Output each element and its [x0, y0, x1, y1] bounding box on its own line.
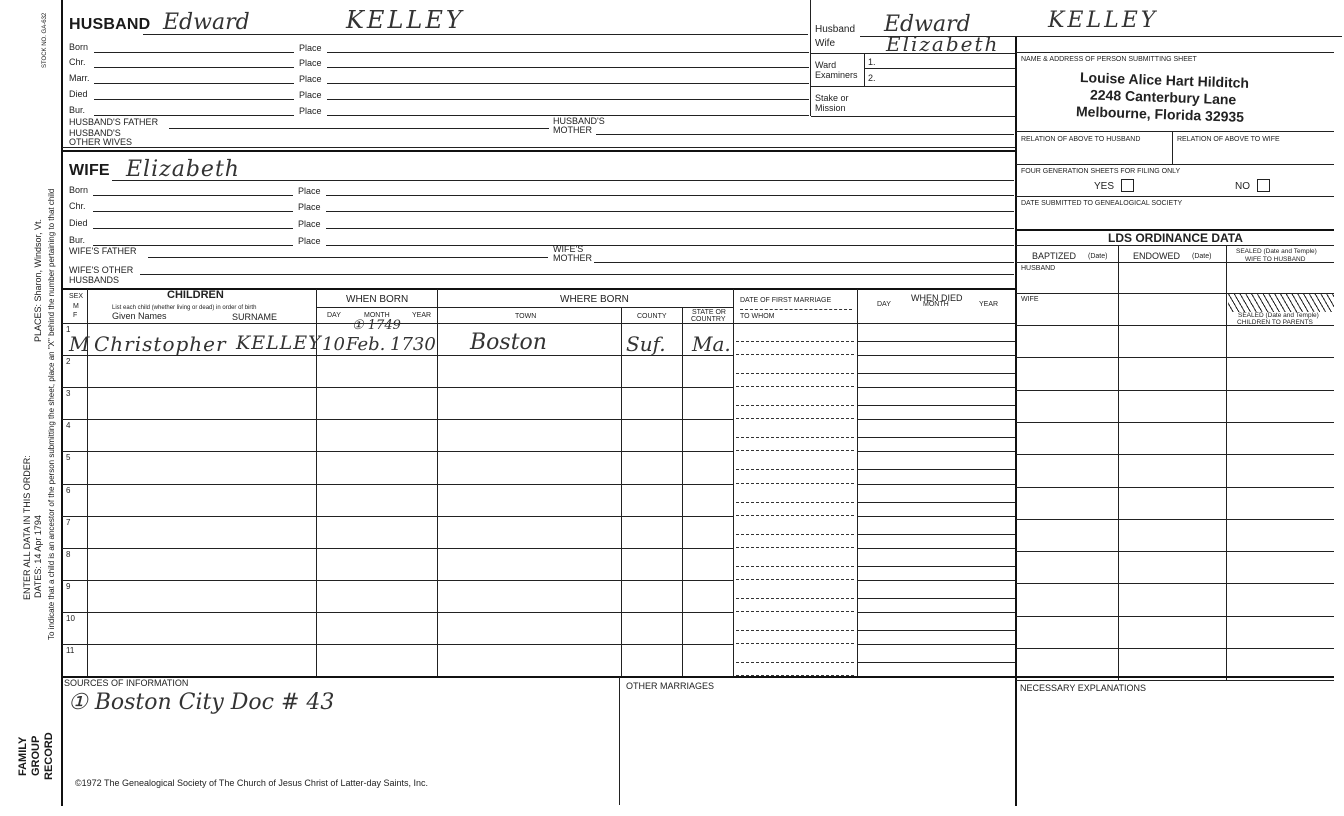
lds-husband-label: HUSBAND — [1021, 265, 1056, 272]
children-note: List each child (whether living or dead) in order of birth — [112, 305, 257, 311]
husband-row-label: Born — [69, 42, 89, 52]
copyright-notice: ©1972 The Genealogical Society of The Church of Jesus Christ of Latter-day Saints, Inc. — [75, 778, 428, 788]
child1-born-month: Feb. — [346, 334, 386, 355]
lds-child-rule — [1016, 680, 1334, 681]
child-row-number: 11 — [66, 646, 75, 655]
husband-place-label: Place — [299, 58, 322, 68]
source-entry-1: ① Boston City Doc # 43 — [68, 690, 335, 715]
footer-divider — [619, 677, 620, 805]
child-died-line — [857, 341, 1015, 342]
given-names-label: Given Names — [112, 311, 167, 321]
four-gen-label: FOUR GENERATION SHEETS FOR FILING ONLY — [1021, 168, 1181, 175]
date-submitted-top-rule — [1016, 196, 1334, 197]
child1-born-year: 1730 — [390, 334, 436, 355]
no-checkbox[interactable] — [1257, 179, 1270, 192]
wife-place-line — [326, 195, 1014, 196]
husband-given-name: Edward — [163, 10, 250, 35]
lds-child-rule — [1016, 390, 1334, 391]
lds-col-divider-1 — [1118, 245, 1119, 680]
form-title-line1: FAMILY — [17, 736, 29, 776]
header-box-divider — [810, 0, 811, 116]
child-row-number: 2 — [66, 357, 71, 366]
header-wife-given: Elizabeth — [886, 32, 1000, 56]
four-gen-top-rule — [1016, 164, 1334, 165]
husband-father-line — [169, 128, 549, 129]
where-born-label: WHERE BORN — [560, 294, 629, 305]
submitter-top-rule — [1016, 52, 1334, 53]
child1-county: Suf. — [626, 332, 666, 356]
wife-mother-label-1: WIFE'S — [553, 244, 584, 254]
child-row-number: 1 — [66, 325, 71, 334]
child-died-line — [857, 373, 1015, 374]
other-marriages-label: OTHER MARRIAGES — [626, 681, 715, 691]
child-row-rule-died — [857, 644, 1015, 645]
wife-place-label: Place — [298, 186, 321, 196]
child-row-rule-died — [857, 580, 1015, 581]
husband-place-label: Place — [299, 43, 322, 53]
lds-child-rule — [1016, 357, 1334, 358]
yes-checkbox[interactable] — [1121, 179, 1134, 192]
child-to-whom-dash — [736, 515, 854, 516]
date-submitted-label: DATE SUBMITTED TO GENEALOGICAL SOCIETY — [1021, 200, 1183, 207]
child1-born-day: 10 — [322, 334, 345, 355]
lds-child-rule — [1016, 583, 1334, 584]
husband-date-line — [94, 52, 294, 53]
col-town-right — [621, 308, 622, 676]
child-row-rule — [62, 451, 734, 452]
lds-child-rule — [1016, 616, 1334, 617]
examiner-1-line — [864, 68, 1015, 69]
husband-row-label: Bur. — [69, 105, 86, 115]
wife-date-line — [93, 211, 293, 212]
child-died-line — [857, 469, 1015, 470]
form-title-line2: GROUP — [30, 735, 42, 776]
wife-place-line — [326, 228, 1014, 229]
wife-date-line — [93, 195, 293, 196]
died-month-label: MONTH — [923, 301, 949, 308]
child1-born-note: ① 1749 — [352, 318, 401, 333]
child-died-line — [857, 405, 1015, 406]
first-marriage-dash — [740, 309, 852, 310]
wife-mother-line — [594, 262, 1014, 263]
submitter-name: Louise Alice Hart Hilditch — [1079, 69, 1250, 91]
husband-date-line — [94, 83, 294, 84]
child-row-rule-died — [857, 612, 1015, 613]
born-year-label: YEAR — [412, 312, 432, 319]
husband-other-wives-label-2: OTHER WIVES — [69, 137, 133, 147]
lds-child-rule — [1016, 519, 1334, 520]
wife-top-rule — [62, 150, 1015, 152]
husband-mother-line — [596, 134, 1014, 135]
baptized-date-tag: (Date) — [1088, 253, 1108, 260]
husband-father-label: HUSBAND'S FATHER — [69, 117, 159, 127]
children-title: CHILDREN — [167, 289, 224, 301]
yes-label: YES — [1094, 181, 1115, 192]
col-state-right — [733, 289, 734, 676]
child-to-whom-dash — [736, 611, 854, 612]
when-born-label: WHEN BORN — [346, 294, 409, 305]
enter-all-note: ENTER ALL DATA IN THIS ORDER: — [22, 455, 32, 600]
husband-row-label: Died — [69, 89, 88, 99]
lds-header-rule — [1016, 262, 1334, 263]
lds-child-rule — [1016, 648, 1334, 649]
lds-title: LDS ORDINANCE DATA — [1108, 231, 1243, 245]
child-row-rule — [62, 612, 734, 613]
husband-place-line — [327, 83, 809, 84]
child-marriage-dash — [736, 341, 854, 342]
husband-place-label: Place — [299, 90, 322, 100]
wife-place-line — [326, 211, 1014, 212]
child-marriage-dash — [736, 566, 854, 567]
mission-label: Mission — [815, 103, 846, 113]
child-row-rule-died — [857, 419, 1015, 420]
sex-m-label: M — [73, 303, 79, 310]
lds-title-rule — [1016, 245, 1334, 246]
husband-heading: HUSBAND — [69, 16, 151, 33]
husband-date-line — [94, 99, 294, 100]
relation-top-rule — [1016, 131, 1334, 132]
wife-other-husbands-label-1: WIFE'S OTHER — [69, 265, 134, 275]
wife-place-line — [326, 245, 1014, 246]
child-marriage-dash — [736, 437, 854, 438]
child-to-whom-dash — [736, 643, 854, 644]
submitter-city: Melbourne, Florida 32935 — [1075, 103, 1245, 125]
sealed-children-label-1: SEALED (Date and Temple) — [1238, 312, 1319, 319]
sealed-children-label-2: CHILDREN TO PARENTS — [1237, 319, 1313, 326]
town-label: TOWN — [515, 313, 537, 320]
examiners-divider — [864, 54, 865, 86]
wife-place-label: Place — [298, 202, 321, 212]
form-title-line3: RECORD — [43, 732, 55, 780]
child1-town: Boston — [470, 330, 547, 355]
child1-surname: KELLEY — [236, 332, 322, 354]
examiners-bottom-line — [811, 86, 1015, 87]
other-wives-line — [62, 147, 1015, 148]
child-row-number: 8 — [66, 550, 71, 559]
explanations-label: NECESSARY EXPLANATIONS — [1020, 683, 1147, 693]
husband-mother-label-1: HUSBAND'S — [553, 116, 605, 126]
child-to-whom-dash — [736, 386, 854, 387]
child1-sex: M — [69, 332, 90, 356]
places-note: PLACES: Sharon, Windsor, Vt. — [33, 218, 43, 342]
header-wife-line — [811, 53, 1015, 54]
child-to-whom-dash — [736, 354, 854, 355]
wife-other-husbands-label-2: HUSBANDS — [69, 275, 120, 285]
child1-given-name: Christopher — [94, 332, 227, 356]
wife-father-line — [148, 257, 548, 258]
lds-child-rule — [1016, 487, 1334, 488]
child-died-line — [857, 630, 1015, 631]
when-died-label: WHEN DIED — [911, 293, 963, 303]
baptized-label: BAPTIZED — [1032, 251, 1077, 261]
examiners-label: Examiners — [815, 70, 858, 80]
table-header-bottom-rule — [62, 323, 1015, 324]
child-row-rule — [62, 580, 734, 581]
sex-f-label: F — [73, 312, 78, 319]
child-died-line — [857, 437, 1015, 438]
other-husbands-line — [140, 274, 1014, 275]
child-marriage-dash — [736, 405, 854, 406]
child-died-line — [857, 662, 1015, 663]
wife-heading: WIFE — [69, 162, 110, 179]
relation-husband-label: RELATION OF ABOVE TO HUSBAND — [1021, 136, 1141, 143]
husband-place-line — [327, 99, 809, 100]
sealed-hatch-area — [1228, 294, 1334, 312]
no-label: NO — [1235, 181, 1250, 192]
header-husband-surname: KELLEY — [1048, 8, 1159, 33]
col-county-right — [682, 308, 683, 676]
indicate-note: To indicate that a child is an ancestor of the person submitting the sheet, place an "X" behind the number pertaining to that child — [47, 188, 56, 640]
child-row-rule — [62, 516, 734, 517]
child-row-rule — [62, 548, 734, 549]
examiner-1: 1. — [868, 57, 876, 67]
child-died-line — [857, 598, 1015, 599]
lds-child-rule — [1016, 551, 1334, 552]
born-month-label: MONTH — [364, 312, 390, 319]
sealed-wife-label-2: WIFE TO HUSBAND — [1245, 256, 1306, 263]
husband-place-line — [327, 67, 809, 68]
col-died-left — [857, 289, 858, 676]
husband-place-label: Place — [299, 74, 322, 84]
child-row-number: 3 — [66, 389, 71, 398]
child-to-whom-dash — [736, 579, 854, 580]
state-label-1: STATE OR — [692, 309, 726, 316]
examiner-2: 2. — [868, 73, 876, 83]
relation-divider — [1172, 131, 1173, 164]
child-died-line — [857, 566, 1015, 567]
child-marriage-dash — [736, 662, 854, 663]
endowed-date-tag: (Date) — [1192, 253, 1212, 260]
endowed-label: ENDOWED — [1133, 251, 1180, 261]
child-to-whom-dash — [736, 547, 854, 548]
child-marriage-dash — [736, 534, 854, 535]
child-marriage-dash — [736, 630, 854, 631]
born-day-label: DAY — [327, 312, 341, 319]
lds-wife-rule — [1016, 325, 1334, 326]
child-row-number: 4 — [66, 421, 71, 430]
dates-note: DATES: 14 Apr 1794 — [33, 515, 43, 598]
first-marriage-label: DATE OF FIRST MARRIAGE — [740, 297, 832, 304]
submitter-street: 2248 Canterbury Lane — [1089, 86, 1237, 108]
child-row-number: 5 — [66, 453, 71, 462]
stake-label: Stake or — [815, 93, 849, 103]
state-label-2: COUNTRY — [691, 316, 726, 323]
table-header-mid-rule — [316, 307, 734, 308]
husband-row-label: Chr. — [69, 57, 86, 67]
husband-mother-label-2: MOTHER — [553, 125, 592, 135]
husband-place-line — [327, 52, 809, 53]
wife-row-label: Died — [69, 218, 88, 228]
submitter-label: NAME & ADDRESS OF PERSON SUBMITTING SHEET — [1021, 56, 1197, 63]
surname-label: SURNAME — [232, 312, 278, 322]
wife-date-line — [93, 228, 293, 229]
wife-row-label: Born — [69, 185, 89, 195]
child-row-number: 10 — [66, 614, 75, 623]
sources-label: SOURCES OF INFORMATION — [64, 678, 189, 688]
header-wife-label: Wife — [815, 38, 835, 49]
husband-other-wives-label-1: HUSBAND'S — [69, 128, 121, 138]
sealed-wife-label-1: SEALED (Date and Temple) — [1236, 248, 1317, 255]
child-row-rule-died — [857, 387, 1015, 388]
child-marriage-dash — [736, 373, 854, 374]
child-marriage-dash — [736, 469, 854, 470]
county-label: COUNTY — [637, 313, 667, 320]
stock-number: STOCK NO. GA-632 — [42, 12, 48, 68]
husband-surname: KELLEY — [346, 6, 465, 34]
child-to-whom-dash — [736, 450, 854, 451]
died-year-label: YEAR — [979, 301, 999, 308]
husband-date-line — [94, 115, 294, 116]
lds-child-rule — [1016, 454, 1334, 455]
lds-wife-label: WIFE — [1021, 296, 1039, 303]
header-husband-label: Husband — [815, 24, 856, 35]
child-marriage-dash — [736, 598, 854, 599]
husband-row-label: Marr. — [69, 73, 90, 83]
wife-place-label: Place — [298, 219, 321, 229]
wife-place-label: Place — [298, 236, 321, 246]
wife-name-line — [112, 180, 1014, 181]
child-row-rule-died — [857, 451, 1015, 452]
child1-state: Ma. — [692, 332, 731, 356]
child-row-number: 9 — [66, 582, 71, 591]
wife-mother-label-2: MOTHER — [553, 253, 592, 263]
child-row-rule — [62, 419, 734, 420]
child-died-line — [857, 502, 1015, 503]
left-border — [61, 0, 63, 806]
child-died-line — [857, 534, 1015, 535]
child-row-rule — [62, 484, 734, 485]
child-row-rule-died — [857, 548, 1015, 549]
child-marriage-dash — [736, 502, 854, 503]
husband-date-line — [94, 67, 294, 68]
child-row-rule-died — [857, 484, 1015, 485]
to-whom-label: TO WHOM — [740, 313, 775, 320]
col-born-right — [437, 289, 438, 676]
husband-place-label: Place — [299, 106, 322, 116]
died-day-label: DAY — [877, 301, 891, 308]
child-row-number: 7 — [66, 518, 71, 527]
lds-child-rule — [1016, 422, 1334, 423]
ward-label: Ward — [815, 60, 837, 70]
child-row-rule-died — [857, 516, 1015, 517]
child-to-whom-dash — [736, 483, 854, 484]
header-husband-given: Edward — [884, 12, 971, 37]
lds-col-divider-2 — [1226, 245, 1227, 680]
right-column-border — [1015, 36, 1017, 806]
child-row-rule-died — [857, 355, 1015, 356]
husband-section-top-rule — [811, 116, 1015, 117]
footer-top-rule — [62, 676, 1334, 678]
child-row-rule — [62, 644, 734, 645]
child-to-whom-dash — [736, 418, 854, 419]
relation-wife-label: RELATION OF ABOVE TO WIFE — [1177, 136, 1280, 143]
wife-row-label: Chr. — [69, 201, 86, 211]
wife-row-label: Bur. — [69, 235, 86, 245]
child-row-rule — [62, 387, 734, 388]
wife-given-name: Elizabeth — [126, 157, 240, 182]
child-row-number: 6 — [66, 486, 71, 495]
sex-label: SEX — [69, 293, 84, 300]
wife-father-label: WIFE'S FATHER — [69, 246, 137, 256]
